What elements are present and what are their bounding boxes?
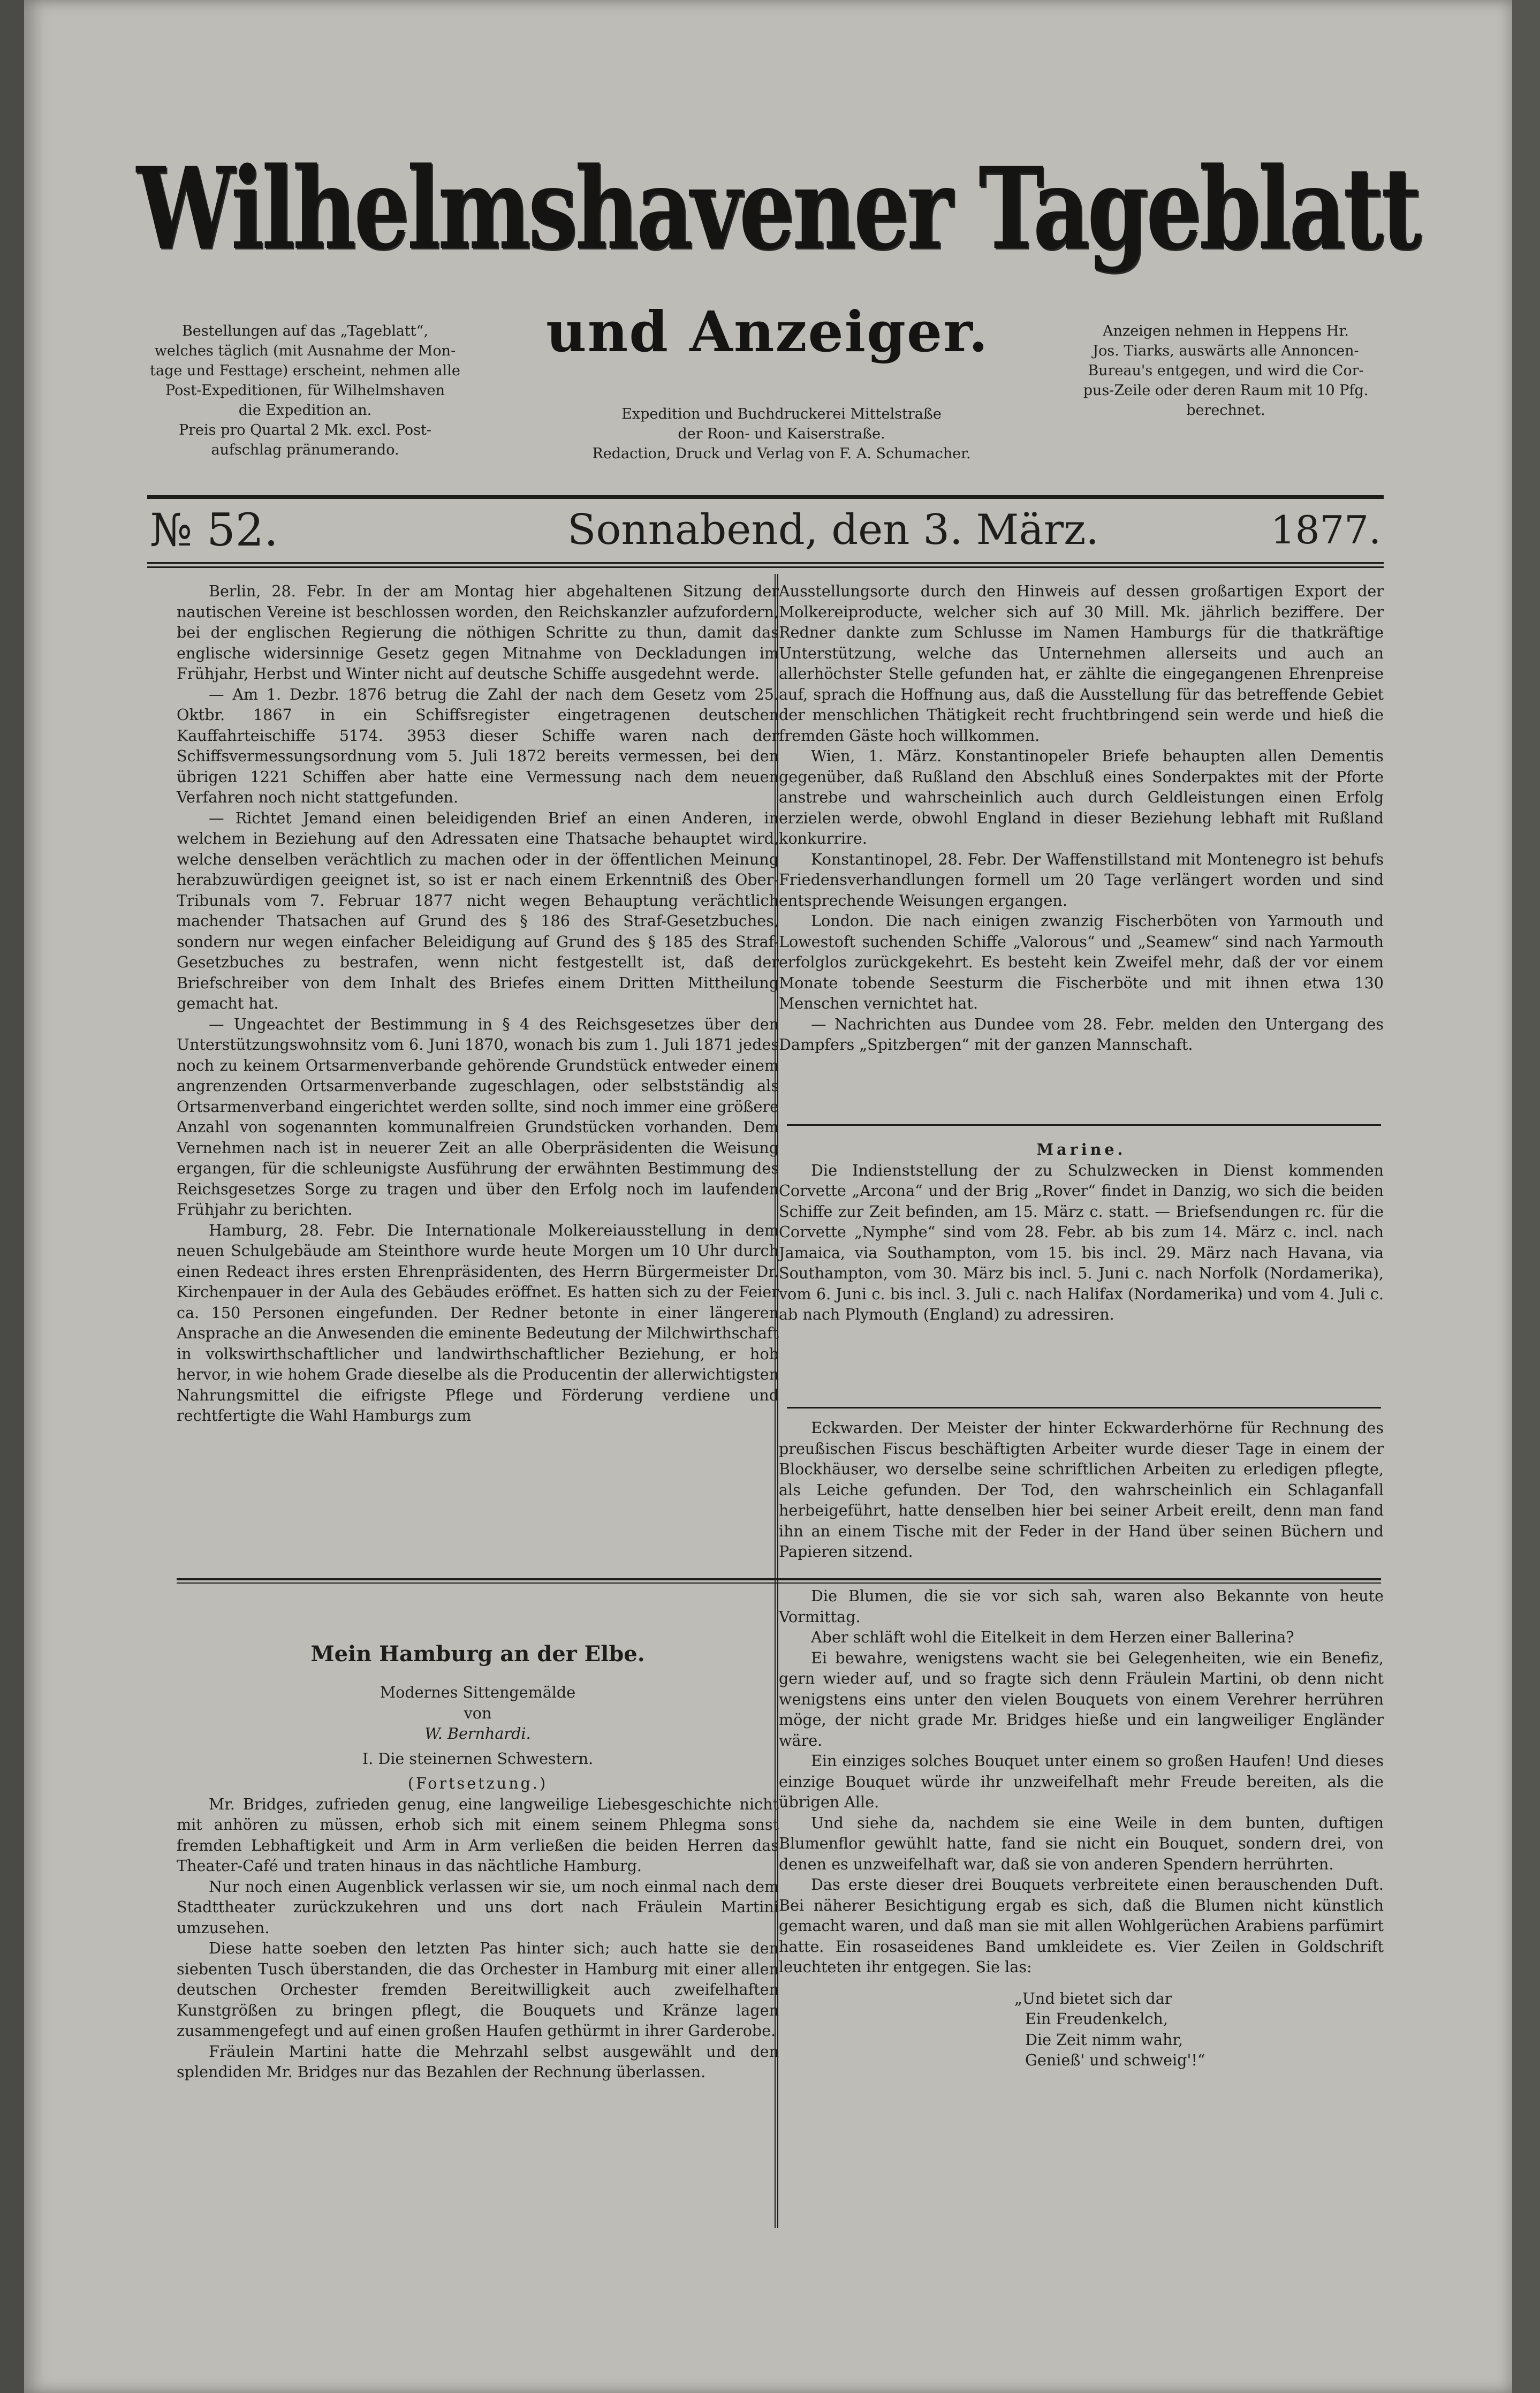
advertising-info <box>1065 321 1386 420</box>
story-paragraph: Die Blumen, die sie vor sich sah, waren also Bekannte von heute Vormittag. <box>779 1587 1384 1626</box>
news-column-right <box>779 581 1384 1055</box>
dateline-rule-bottom <box>147 566 1384 568</box>
feuilleton-rule <box>177 1582 1381 1584</box>
news-column-left <box>177 581 779 1426</box>
news-item: Berlin, 28. Febr. In der am Montag hier abgehaltenen Sitzung der nautischen Vereine ist beschlossen worden, den Reichskanzler aufzufordern, bei der englischen Regierung die nöthigen Schritte zu thun, damit das englische widersinnige Gesetz gegen Mitnahme von Deckladungen im Frühjahr, Herbst und Winter nicht auf deutsche Schiffe ausgedehnt werde. <box>177 582 779 683</box>
news-item: London. Die nach einigen zwanzig Fischerböten von Yarmouth und Lowestoft suchenden Schiffe „Valorous“ und „Seamew“ sind nach Yarmouth erfolglos zurückgekehrt. Es besteht kein Zweifel mehr, daß der vor einem Monate tobende Seesturm die Fischerböte und mit ihnen etwa 130 Menschen vernichtet hat. <box>779 912 1384 1012</box>
story-paragraph: Aber schläft wohl die Eitelkeit in dem Herzen einer Ballerina? <box>811 1628 1294 1646</box>
feuilleton-title: Mein Hamburg an der Elbe. <box>310 1641 645 1667</box>
info-line: Anzeigen nehmen in Heppens Hr. <box>1103 323 1349 339</box>
poem-line: Die Zeit nimm wahr, <box>1025 2030 1184 2049</box>
info-line: Redaction, Druck und Verlag von F. A. Schumacher. <box>592 445 971 462</box>
poem-line: Ein Freudenkelch, <box>1025 2010 1168 2028</box>
dateline-rule-top <box>147 562 1384 564</box>
feuilleton-author: W. Bernhardi. <box>424 1724 531 1743</box>
poem <box>779 1988 1384 2071</box>
news-item: — Ungeachtet der Bestimmung in § 4 des Reichsgesetzes über den Unterstützungswohnsitz vom 6. Juni 1870, wonach bis zum 1. Juli 1871 jedes noch zu keinem Ortsarmenverbande gehörende Grundstück entweder einem angrenzenden Ortsarmenverbande zugeschlagen, oder selbstständig als Ortsarmenverband eingerichtet werden sollte, sind noch immer eine größere Anzahl von sogenannten kommunalfreien Grundstücken vorhanden. Dem Vernehmen nach ist in neuerer Zeit an alle Oberpräsidenten die Weisung ergangen, für die schleunigste Ausführung der erwähnten Bestimmung des Reichsgesetzes Sorge zu tragen und über den Erfolg noch im laufenden Frühjahr zu berichten. <box>177 1014 779 1218</box>
left-margin <box>0 0 24 2393</box>
story-paragraph: Ein einziges solches Bouquet unter einem so großen Haufen! Und dieses einzige Bouquet würde ihr unzweifelhaft mehr Freude bereiten, als die übrigen Alle. <box>779 1752 1384 1811</box>
info-line: Bestellungen auf das „Tageblatt“, <box>181 323 429 339</box>
masthead-rule <box>147 495 1384 499</box>
info-line: Preis pro Quartal 2 Mk. excl. Post- <box>178 422 432 438</box>
issue-year: 1877. <box>1270 508 1381 552</box>
section-rule <box>787 1407 1381 1408</box>
info-line: die Expedition an. <box>238 402 372 419</box>
continuation-note: (Fortsetzung.) <box>407 1774 548 1792</box>
news-item: — Richtet Jemand einen beleidigenden Brief an einen Anderen, in welchem in Beziehung auf den Adressaten eine Thatsache behauptet wird, welche denselben verächtlich zu machen oder in der öffentlichen Meinung herabzuwürdigen geeignet ist, so ist er nach einem Erkenntniß des Ober-Tribunals vom 7. Februar 1877 nicht wegen Behauptung verächtlich machender Thatsachen auf Grund des § 186 des Straf-Gesetzbuches, sondern nur wegen einfacher Beleidigung auf Grund des § 185 des Straf-Gesetzbuches zu bestrafen, wenn nicht festgestellt ist, daß der Briefschreiber von dem Inhalt des Briefes einem Dritten Mittheilung gemacht hat. <box>177 808 779 1012</box>
info-line: Post-Expeditionen, für Wilhelmshaven <box>165 382 445 399</box>
info-line: tage und Festtage) erscheint, nehmen alle <box>150 362 460 379</box>
news-item: Eckwarden. Der Meister der hinter Eckwarderhörne für Rechnung des preußischen Fiscus beschäftigten Arbeiter wurde dieser Tage in einem der Blockhäuser, wo derselbe seine schriftlichen Arbeiten zu erledigen pflegte, als Leiche gefunden. Der Tod, den wahrscheinlich ein Schlaganfall herbeigeführt, hatte denselben hier bei seiner Arbeit ereilt, denn man fand ihn an einem Tische mit der Feder in der Hand über seinen Büchern und Papieren sitzend. <box>779 1419 1384 1561</box>
dateline <box>150 501 1381 559</box>
poem-line: „Und bietet sich dar <box>1014 1989 1172 2008</box>
info-line: der Roon- und Kaiserstraße. <box>678 426 885 442</box>
info-line: Expedition und Buchdruckerei Mittelstraße <box>621 406 942 422</box>
news-item: — Am 1. Dezbr. 1876 betrug die Zahl der nach dem Gesetz vom 25. Oktbr. 1867 in ein Schiffsregister eingetragenen deutschen Kauffahrteischiffe 5174. 3953 dieser Schiffe waren nach der Schiffsvermessungsordnung vom 5. Juli 1872 bereits vermessen, bei den übrigen 1221 Schiffen aber hatte eine Vermessung nach dem neuen Verfahren noch nicht stattgefunden. <box>177 685 779 806</box>
info-line: Bureau's entgegen, und wird die Cor- <box>1088 362 1364 379</box>
right-margin <box>1512 0 1540 2393</box>
news-item: — Nachrichten aus Dundee vom 28. Febr. melden den Untergang des Dampfers „Spitzbergen“ mit der ganzen Mannschaft. <box>779 1014 1384 1054</box>
local-news-section <box>779 1418 1384 1562</box>
feuilleton-by: von <box>464 1703 492 1722</box>
subscription-info <box>134 321 476 460</box>
story-paragraph: Diese hatte soeben den letzten Pas hinter sich; auch hatte sie den siebenten Tusch überstanden, die das Orchester in Hamburg mit einer allen deutschen Orchester fremden Bereitwilligkeit auch zweifelhaften Kunstgrößen zu bringen pflegt, die Bouquets und Kränze lagen zusammengefegt und auf einen großen Haufen gethürmt in ihrer Garderobe. <box>177 1939 779 2040</box>
info-line: pus-Zeile oder deren Raum mit 10 Pfg. <box>1083 382 1369 399</box>
masthead-title: Wilhelmshavener Tageblatt <box>136 142 1420 275</box>
issue-number: № 52. <box>150 504 278 556</box>
story-paragraph: Mr. Bridges, zufrieden genug, eine langweilige Liebesgeschichte nicht mit anhören zu müssen, erhob sich mit einem seinem Phlegma sonst fremden Lebhaftigkeit und Arm in Arm verließen die beiden Herren das Theater-Café und traten hinaus in das nächtliche Hamburg. <box>177 1794 779 1875</box>
story-paragraph: Das erste dieser drei Bouquets verbreitete einen berauschenden Duft. Bei näherer Besichtigung ergab es sich, daß die Blumen nicht künstlich gemacht waren, und daß man sie mit allen Wohlgerüchen Arabiens parfümirt hatte. Ein rosaseidenes Band umkleidete es. Vier Zeilen in Goldschrift leuchteten ihr entgegen. Sie las: <box>779 1875 1384 1976</box>
marine-text: Die Indienststellung der zu Schulzwecken in Dienst kommenden Corvette „Arcona“ und der Brig „Rover“ findet in Danzig, wo sich die beiden Schiffe zur Zeit befinden, am 15. März c. statt. — Briefsendungen rc. für die Corvette „Nymphe“ sind vom 28. Febr. ab bis zum 14. März c. incl. nach Jamaica, via Southampton, vom 15. bis incl. 29. März nach Havana, via Southampton, vom 30. März bis incl. 5. Juni c. nach Norfolk (Nordamerika), vom 6. Juni c. bis incl. 3. Juli c. nach Halifax (Nordamerika) und vom 4. Juli c. ab nach Plymouth (England) zu adressiren. <box>779 1161 1384 1323</box>
news-item: Ausstellungsorte durch den Hinweis auf dessen großartigen Export der Molkereiproducte, welcher sich auf 30 Mill. Mk. jährlich beziffere. Der Redner dankte zum Schlusse im Namen Hamburgs für die thatkräftige Unterstützung, welche das Unternehmen allerseits und auch an allerhöchster Stelle gefunden hat, er zählte die eingegangenen Ehrenpreise auf, sprach die Hoffnung aus, daß die Ausstellung für das betreffende Gebiet der menschlichen Thätigkeit recht fruchtbringend sein werde und hieß die fremden Gäste hoch willkommen. <box>779 582 1384 745</box>
feuilleton-left <box>177 1638 779 2082</box>
news-item: Wien, 1. März. Konstantinopeler Briefe behaupten allen Dementis gegenüber, daß Rußland den Abschluß eines Sonderpaktes mit der Pforte anstrebe und wahrscheinlich auch durch Geldleistungen einen Erfolg erzielen werde, obwohl England in dieser Beziehung lebhaft mit Rußland konkurrire. <box>779 747 1384 847</box>
story-paragraph: Fräulein Martini hatte die Mehrzahl selbst ausgewählt und den splendiden Mr. Bridges nur das Bezahlen der Rechnung überlassen. <box>177 2042 779 2081</box>
feuilleton-right <box>779 1586 1384 2071</box>
marine-section <box>779 1139 1384 1325</box>
poem-line: Genieß' und schweig'!“ <box>1025 2051 1205 2069</box>
news-item: Hamburg, 28. Febr. Die Internationale Molkereiausstellung in dem neuen Schulgebäude am Steinthore wurde heute Morgen um 10 Uhr durch einen Redeact ihres ersten Ehrenpräsidenten, des Herrn Bürgermeister Dr. Kirchenpauer in der Aula des Gebäudes eröffnet. Es hatten sich zu der Feier ca. 150 Personen eingefunden. Der Redner betonte in einer längeren Ansprache an die Anwesenden die eminente Bedeutung der Milchwirthschaft in volkswirthschaftlicher und landwirthschaftlicher Beziehung, er hob hervor, in wie hohem Grade dieselbe als die Producentin der allerwichtigsten Nahrungsmittel die eifrigste Pflege und Förderung verdiene und rechtfertigte die Wahl Hamburgs zum <box>177 1221 779 1425</box>
masthead-subtitle: und Anzeiger. <box>546 299 989 365</box>
info-line: welches täglich (mit Ausnahme der Mon- <box>154 343 456 359</box>
info-line: aufschlag pränumerando. <box>211 442 399 458</box>
chapter-title: I. Die steinernen Schwestern. <box>362 1749 594 1768</box>
marine-heading: Marine. <box>1036 1140 1126 1158</box>
issue-date: Sonnabend, den 3. März. <box>567 506 1099 554</box>
info-line: berechnet. <box>1186 402 1265 419</box>
story-paragraph: Und siehe da, nachdem sie eine Weile in dem bunten, duftigen Blumenflor gewühlt hatte, fand sie nicht ein Bouquet, sondern drei, von denen es unzweifelhaft war, daß sie von anderen Spendern herrührten. <box>779 1813 1384 1873</box>
feuilleton-genre: Modernes Sittengemälde <box>380 1683 576 1701</box>
publisher-info <box>578 404 985 464</box>
info-line: Jos. Tiarks, auswärts alle Annoncen- <box>1093 343 1359 359</box>
section-rule <box>787 1124 1381 1126</box>
story-paragraph: Nur noch einen Augenblick verlassen wir sie, um noch einmal nach dem Stadttheater zurückzukehren und uns dort nach Fräulein Martini umzusehen. <box>177 1877 779 1937</box>
feuilleton-rule <box>177 1578 1381 1580</box>
news-item: Konstantinopel, 28. Febr. Der Waffenstillstand mit Montenegro ist behufs Friedensverhandlungen formell um 20 Tage verlängert worden und sind entsprechende Weisungen ergangen. <box>779 850 1384 910</box>
story-paragraph: Ei bewahre, wenigstens wacht sie bei Gelegenheiten, wie ein Benefiz, gern wieder auf, und so fragte sich denn Fräulein Martini, ob denn nicht wenigstens eins unter den vielen Bouquets von einem Verehrer herrühren möge, der nicht grade Mr. Bridges hieße und ein langweiliger Engländer wäre. <box>779 1648 1384 1750</box>
